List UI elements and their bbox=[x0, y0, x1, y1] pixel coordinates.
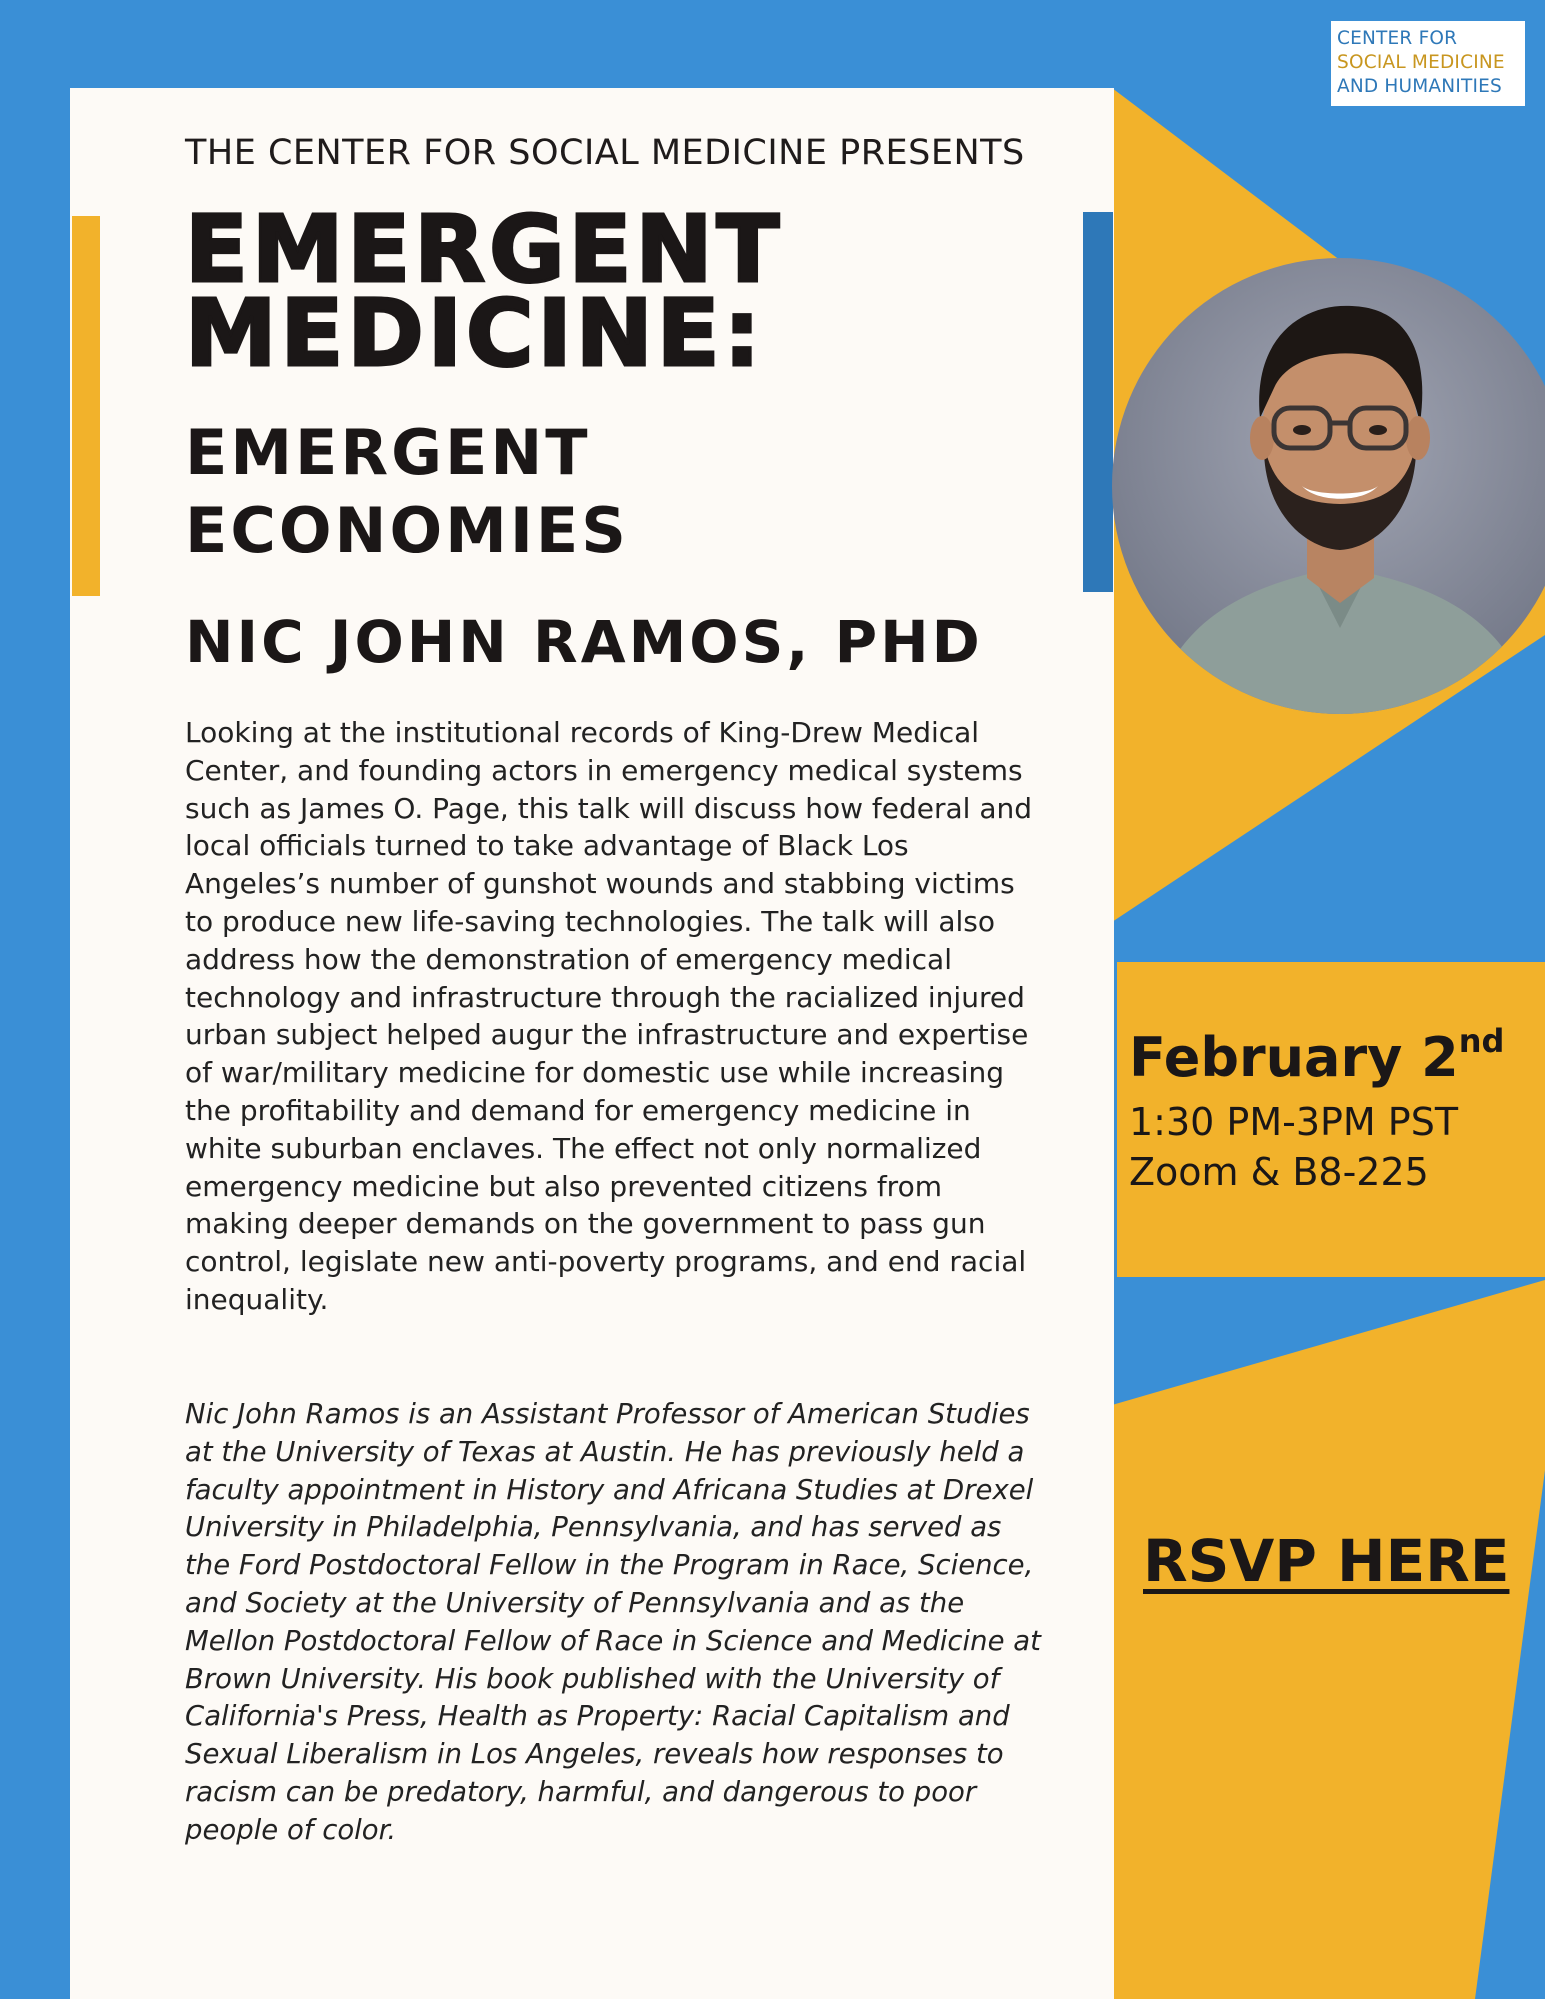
speaker-name: NIC JOHN RAMOS, PHD bbox=[185, 608, 983, 676]
event-date bbox=[1129, 1022, 1505, 1089]
logo-line-1: CENTER FOR bbox=[1337, 28, 1458, 49]
talk-abstract: Looking at the institutional records of King-Drew Medical Center, and founding actors in emergency medical systems such as James O. Page, this talk will discuss how federal and local officials turned to take advantage of Black Los Angeles’s number of gunshot wounds and stabbing victims to produce new life-saving technologies. The talk will also address how the demonstration of emergency medical technology and infrastructure through the racialized injured urban subject helped augur the infrastructure and expertise of war/military medicine for domestic use while increasing the profitability and demand for emergency medicine in white suburban enclaves. The effect not only normalized emergency medicine but also prevented citizens from making deeper demands on the government to pass gun control, legislate new anti-poverty programs, and end racial inequality. bbox=[185, 716, 1033, 1316]
event-date-text: February 2 bbox=[1129, 1026, 1459, 1089]
event-date-suffix: nd bbox=[1458, 1022, 1505, 1060]
speaker-portrait-icon bbox=[1112, 258, 1545, 714]
presenter-line: THE CENTER FOR SOCIAL MEDICINE PRESENTS bbox=[185, 133, 1025, 173]
speaker-bio: Nic John Ramos is an Assistant Professor of American Studies at the University of Texas at Austin. He has previously held a faculty appointment in History and Africana Studies at Drexel University in Philadelphia, Pennsylvania, and has served as the Ford Postdoctoral Fellow in the Program in Race, Science, and Society at the University of Pennsylvania and as the Mellon Postdoctoral Fellow of Race in Science and Medicine at Brown University. His book published with the University of California's Press, Health as Property: Racial Capitalism and Sexual Liberalism in Los Angeles, reveals how responses to racism can be predatory, harmful, and dangerous to poor people of color. bbox=[185, 1398, 1041, 1846]
event-subtitle bbox=[185, 414, 1045, 570]
rsvp-link[interactable]: RSVP HERE bbox=[1143, 1527, 1510, 1595]
event-title bbox=[185, 196, 1065, 387]
event-info-box bbox=[1117, 962, 1545, 1277]
title-line-1: EMERGENT bbox=[185, 196, 784, 303]
yellow-accent-bar bbox=[72, 216, 100, 596]
logo-line-2: SOCIAL MEDICINE bbox=[1337, 52, 1505, 73]
subtitle-line-2: ECONOMIES bbox=[185, 494, 629, 567]
blue-accent-bar bbox=[1083, 212, 1113, 592]
title-line-2: MEDICINE: bbox=[185, 280, 765, 387]
event-location: Zoom & B8-225 bbox=[1129, 1150, 1429, 1194]
event-time: 1:30 PM-3PM PST bbox=[1129, 1100, 1459, 1144]
center-logo bbox=[1331, 21, 1525, 106]
logo-line-3: AND HUMANITIES bbox=[1337, 76, 1502, 97]
subtitle-line-1: EMERGENT bbox=[185, 416, 591, 489]
